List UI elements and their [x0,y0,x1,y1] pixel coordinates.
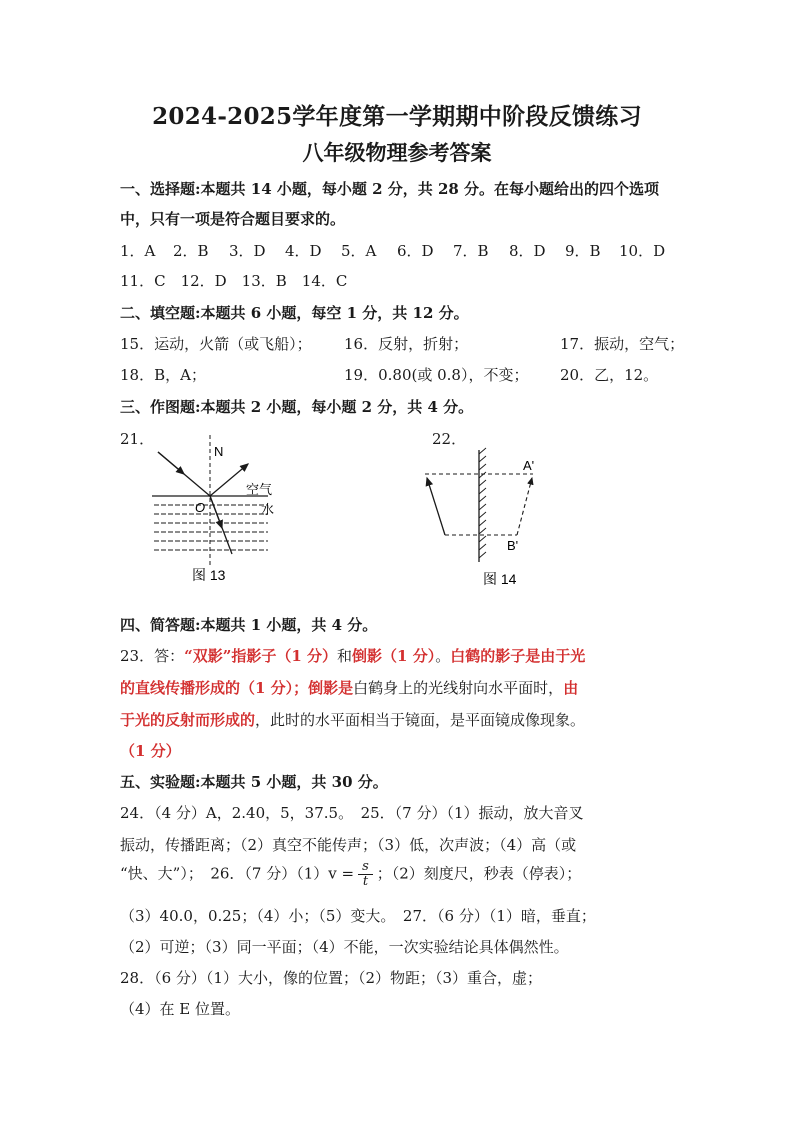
experiment-line1: 24．（4 分）A，2.40，5，37.5。 25．（7 分）（1）振动，放大音叉 [120,804,584,822]
answer-23-line1 [120,645,585,666]
answer-4: 4．D [285,242,322,260]
answer-5: 5．A [341,242,377,260]
answer-23-line3 [120,709,585,730]
answer-6: 6．D [397,242,434,260]
answer-3: 3．D [229,242,266,260]
answer-7: 7．B [453,242,489,260]
section4-heading: 四、简答题:本题共 1 小题，共 4 分。 [120,616,378,634]
answer-1: 1．A [120,242,156,260]
mirror-hatching [479,448,486,558]
image-arrow [517,478,532,535]
point-o-label: O [195,500,206,515]
water-label: 水 [261,502,275,517]
figure-13-refraction-diagram [140,430,300,590]
fraction-denominator: t [362,874,369,889]
experiment-line3-b: ；（2）刻度尺，秒表（停表）； [376,864,582,883]
section5-heading: 五、实验题:本题共 5 小题，共 30 分。 [120,773,388,791]
experiment-line3-a: “快、大”）； 26．（7 分）（1）v = [120,864,355,883]
reflected-ray [210,464,248,496]
page-subtitle: 八年级物理参考答案 [302,140,492,165]
section1-heading-a: 一、选择题:本题共 14 小题，每小题 2 分，共 28 分。在每小题给出的四个选项 [120,180,660,198]
figure-13-caption: 图 13 [192,567,226,583]
answer-23-reflect-cause-b: 于光的反射而形成的 [120,711,256,729]
answer-23-line2 [120,677,578,698]
figure-14-plane-mirror-diagram [415,440,565,590]
section2-heading: 二、填空题:本题共 6 小题，每空 1 分，共 12 分。 [120,304,469,322]
normal-label: N [214,444,224,459]
answer-23-mirror-note: ，此时的水平面相当于镜面，是平面镜成像现象。 [255,711,586,729]
answer-23-light-path: 白鹤身上的光线射向水平面时， [353,679,564,697]
experiment-line7: （4）在 E 位置。 [120,1000,241,1018]
section1-heading-b: 中，只有一项是符合题目要求的。 [120,210,346,228]
fill-answer-16: 16．反射，折射； [344,335,469,353]
answer-9: 9．B [565,242,601,260]
experiment-line2: 振动，传播距离；（2）真空不能传声；（3）低，次声波；（4）高（或 [120,836,577,854]
section3-heading: 三、作图题:本题共 2 小题，每小题 2 分，共 4 分。 [120,398,474,416]
point-b-prime-label: B' [507,538,519,553]
answer-23-reflection: 倒影（1 分） [352,647,436,665]
object-arrow [427,478,445,535]
experiment-line6: 28．（6 分）（1）大小，像的位置；（2）物距；（3）重合，虚； [120,969,543,987]
experiment-line5: （2）可逆；（3）同一平面；（4）不能，一次实验结论具体偶然性。 [120,938,569,956]
question-22-label: 22． [432,430,467,448]
answer-23-prefix: 23．答： [120,647,185,665]
answer-23-shadow-cause-a: 白鹤的影子是由于光 [450,647,586,665]
answer-8: 8．D [509,242,546,260]
speed-formula-fraction [358,860,373,889]
fill-answer-15: 15．运动，火箭（或飞船）； [120,335,312,353]
page-title: 2024-2025学年度第一学期期中阶段反馈练习 [152,103,642,130]
answer-10: 10．D [619,242,666,260]
answer-23-reflect-cause-a: 由 [563,679,579,697]
fill-answer-19: 19．0.80(或 0.8），不变； [344,366,529,384]
fraction-numerator: s [358,860,373,875]
fill-answer-20: 20．乙，12。 [560,366,659,384]
experiment-line3 [120,860,581,889]
answer-23-score: （1 分） [120,742,181,760]
answer-23-and: 和 [337,647,353,665]
figure-14-caption: 图 14 [483,571,517,587]
fill-answer-18: 18．B，A； [120,366,206,384]
answer-2: 2．B [173,242,209,260]
answer-23-shadow-cause-b: 的直线传播形成的（1 分）；倒影是 [120,679,354,697]
answer-23-shadow-pair: “双影”指影子（1 分） [184,647,338,665]
question-21-label: 21． [120,430,155,448]
experiment-line4: （3）40.0，0.25；（4）小；（5）变大。 27．（6 分）（1）暗，垂直； [120,907,596,925]
answer-23-period: 。 [435,647,451,665]
water-hatching [154,505,268,550]
fill-answer-17: 17．振动，空气； [560,335,685,353]
point-a-prime-label: A' [523,458,535,473]
air-label: 空气 [246,482,273,497]
choice-answers-row2: 11．C 12．D 13．B 14．C [120,272,348,290]
